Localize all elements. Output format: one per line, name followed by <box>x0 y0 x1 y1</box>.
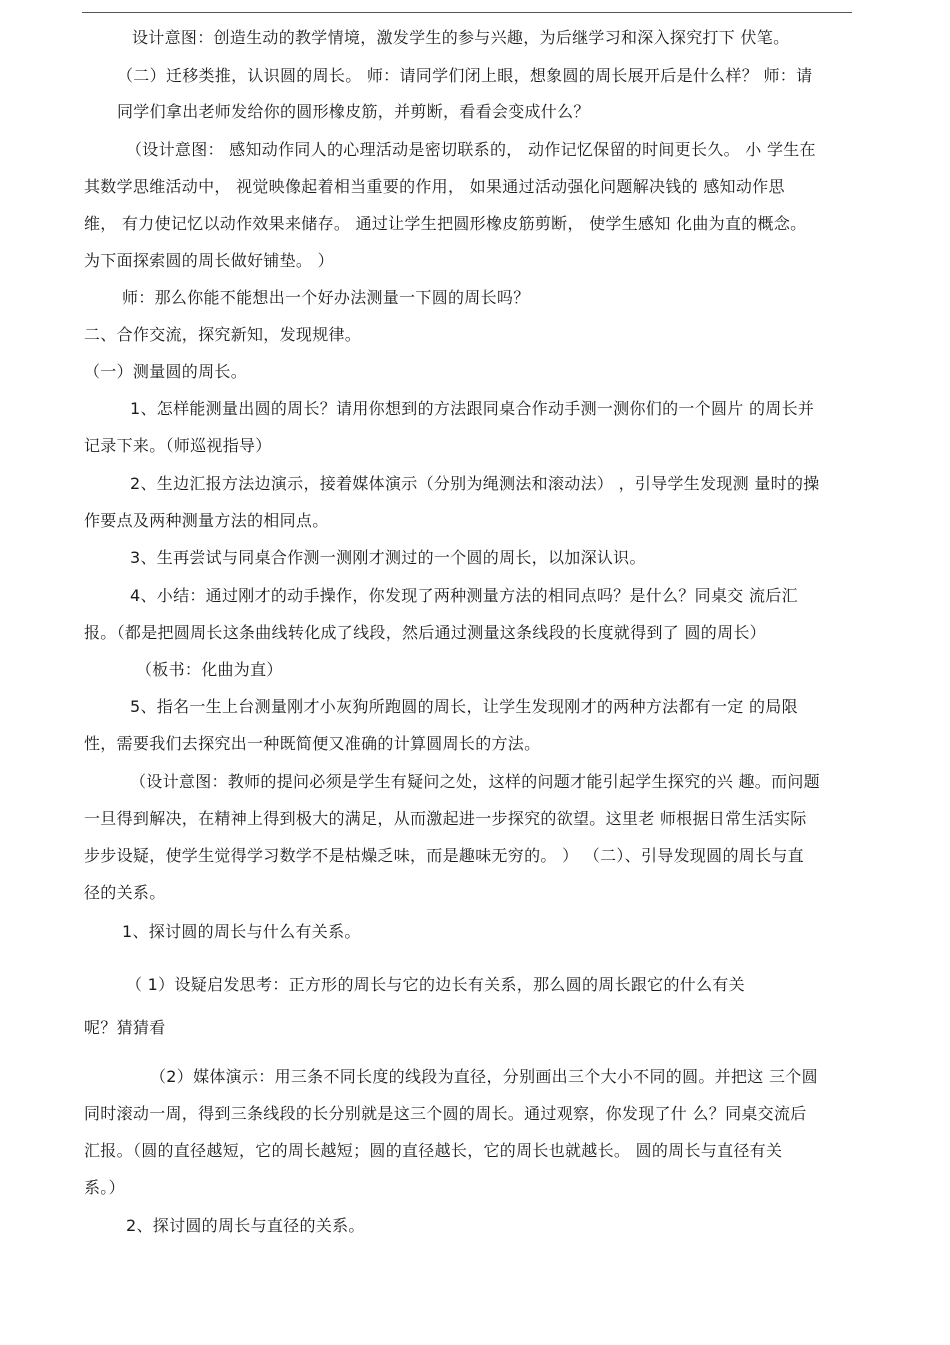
paragraph-line: 2、生边汇报方法边演示，接着媒体演示（分别为绳测法和滚动法） ，引导学生发现测 量时的操 <box>130 474 820 493</box>
section-heading: 二、合作交流，探究新知，发现规律。 <box>84 325 362 344</box>
paragraph-line: 记录下来。（师巡视指导） <box>84 436 272 455</box>
paragraph-line: 报。（都是把圆周长这条曲线转化成了线段，然后通过测量这条线段的长度就得到了 圆的周长） <box>84 623 766 642</box>
paragraph-line: （二）迁移类推，认识圆的周长。 师：请同学们闭上眼，想象圆的周长展开后是什么样？ 师：请 <box>117 66 813 85</box>
paragraph-line: 一旦得到解决，在精神上得到极大的满足，从而激起进一步探究的欲望。这里老 师根据日常生活实际 <box>84 809 807 828</box>
subsection-heading: （一）测量圆的周长。 <box>84 362 248 381</box>
paragraph-line: 为下面探索圆的周长做好铺垫。 ） <box>84 251 334 270</box>
paragraph-line: 其数学思维活动中， 视觉映像起着相当重要的作用， 如果通过活动强化问题解决钱的 感知动作思 <box>84 177 785 196</box>
paragraph-line: 3、生再尝试与同桌合作测一测刚才测过的一个圆的周长，以加深认识。 <box>130 548 646 567</box>
paragraph-line: 步步设疑，使学生觉得学习数学不是枯燥乏味，而是趣味无穷的。 ） （二）、引导发现圆的周长与直 <box>84 846 804 865</box>
paragraph-line: 呢？猜猜看 <box>84 1018 166 1037</box>
paragraph-line: 设计意图：创造生动的教学情境，激发学生的参与兴趣，为后继学习和深入探究打下 伏笔。 <box>132 28 790 47</box>
paragraph-line: 汇报。（圆的直径越短，它的周长越短；圆的直径越长，它的周长也就越长。 圆的周长与直径有关 <box>84 1141 783 1160</box>
paragraph-line: 师：那么你能不能想出一个好办法测量一下圆的周长吗？ <box>122 288 530 307</box>
paragraph-line: 2、探讨圆的周长与直径的关系。 <box>126 1216 365 1235</box>
paragraph-line: 同学们拿出老师发给你的圆形橡皮筋，并剪断，看看会变成什么？ <box>117 102 590 121</box>
paragraph-line: （设计意图： 感知动作同人的心理活动是密切联系的， 动作记忆保留的时间更长久。 小 学生在 <box>126 140 816 159</box>
paragraph-line: 系。） <box>84 1178 125 1197</box>
paragraph-line: （2）媒体演示：用三条不同长度的线段为直径，分别画出三个大小不同的圆。并把这 三个圆 <box>150 1067 818 1086</box>
board-note: （板书：化曲为直） <box>136 660 283 679</box>
paragraph-line: 作要点及两种测量方法的相同点。 <box>84 511 329 530</box>
paragraph-line: 5、指名一生上台测量刚才小灰狗所跑圆的周长，让学生发现刚才的两种方法都有一定 的局限 <box>130 697 798 716</box>
paragraph-line: 4、小结：通过刚才的动手操作，你发现了两种测量方法的相同点吗？是什么？同桌交 流后汇 <box>130 586 798 605</box>
header-rule <box>82 12 852 13</box>
paragraph-line: （ 1）设疑启发思考：正方形的周长与它的边长有关系，那么圆的周长跟它的什么有关 <box>126 975 745 994</box>
paragraph-line: 性，需要我们去探究出一种既简便又准确的计算圆周长的方法。 <box>84 734 541 753</box>
paragraph-line: 维， 有力使记忆以动作效果来储存。 通过让学生把圆形橡皮筋剪断， 使学生感知 化曲为直的概念。 <box>84 214 807 233</box>
paragraph-line: （设计意图：教师的提问必须是学生有疑问之处，这样的问题才能引起学生探究的兴 趣。而问题 <box>130 772 820 791</box>
paragraph-line: 同时滚动一周，得到三条线段的长分别就是这三个圆的周长。通过观察，你发现了什 么？同桌交流后 <box>84 1104 807 1123</box>
paragraph-line: 径的关系。 <box>84 883 166 902</box>
paragraph-line: 1、探讨圆的周长与什么有关系。 <box>122 922 361 941</box>
paragraph-line: 1、怎样能测量出圆的周长？请用你想到的方法跟同桌合作动手测一测你们的一个圆片 的周长并 <box>130 399 815 418</box>
